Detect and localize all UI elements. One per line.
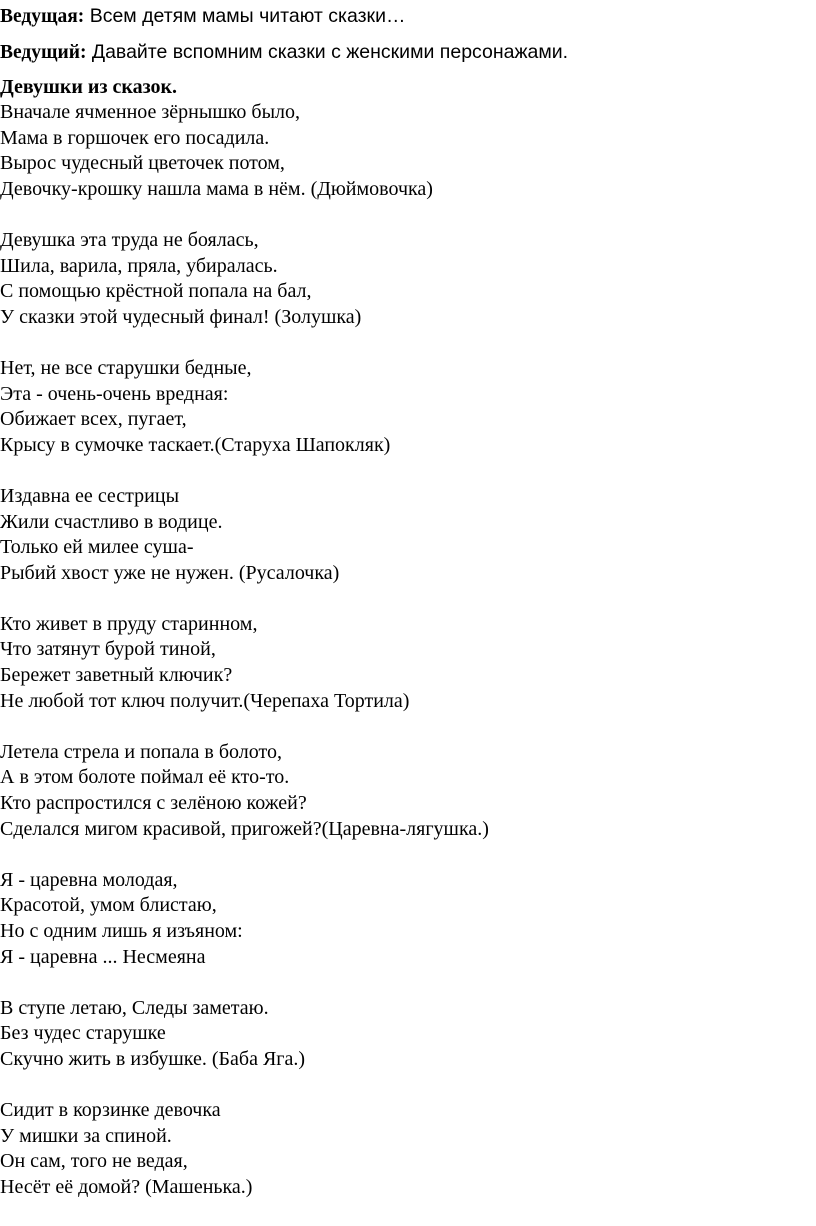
speech-text: Давайте вспомним сказки с женскими персонажами. [86, 41, 569, 63]
verse-line: Скучно жить в избушке. (Баба Яга.) [0, 1047, 306, 1070]
verse-line: Я - царевна молодая, [0, 868, 178, 891]
verse-line: Нет, не все старушки бедные, [0, 356, 252, 379]
verse-line: В ступе летаю, Следы заметаю. [0, 996, 269, 1019]
verse-line: Кто распростился с зелёною кожей? [0, 792, 307, 815]
riddle-list [0, 100, 816, 1226]
verse-line: Сидит в корзинке девочка [0, 1099, 221, 1122]
riddle-stanza [0, 1098, 816, 1200]
verse-line: Красотой, умом блистаю, [0, 894, 217, 917]
verse-line: Кто живет в пруду старинном, [0, 612, 258, 635]
verse-line: Крысу в сумочке таскает.(Старуха Шапокляк) [0, 433, 391, 456]
verse-line: Жили счастливо в водице. [0, 510, 223, 533]
riddle-stanza [0, 100, 816, 202]
verse-line: Эта - очень-очень вредная: [0, 382, 229, 405]
verse-line: Сделался мигом красивой, пригожей?(Царевна-лягушка.) [0, 817, 489, 840]
verse-line: Летела стрела и попала в болото, [0, 740, 282, 763]
verse-line: Без чудес старушке [0, 1022, 166, 1045]
riddle-stanza [0, 484, 816, 586]
verse-line: С помощью крёстной попала на бал, [0, 280, 312, 303]
verse-line: Что затянут бурой тиной, [0, 638, 216, 661]
verse-line: Мама в горшочек его посадила. [0, 126, 270, 149]
riddle-stanza [0, 356, 816, 458]
intro-line-host-female [0, 5, 405, 28]
verse-line: У сказки этой чудесный финал! (Золушка) [0, 305, 362, 328]
verse-line: Девушка эта труда не боялась, [0, 228, 259, 251]
verse-line: Вначале ячменное зёрнышко было, [0, 101, 301, 123]
verse-line: Шила, варила, пряла, убиралась. [0, 254, 278, 277]
verse-line: Девочку-крошку нашла мама в нём. (Дюймовочка) [0, 177, 433, 200]
verse-line: Не любой тот ключ получит.(Черепаха Тортила) [0, 689, 410, 712]
riddle-stanza [0, 228, 816, 330]
verse-line: Бережет заветный ключик? [0, 664, 233, 687]
verse-line: Рыбий хвост уже не нужен. (Русалочка) [0, 561, 340, 584]
riddle-stanza [0, 612, 816, 714]
verse-line: У мишки за спиной. [0, 1124, 172, 1147]
verse-line: Он сам, того не ведая, [0, 1150, 188, 1173]
section-title: Девушки из сказок. [0, 76, 178, 98]
verse-line: Обижает всех, пугает, [0, 408, 187, 431]
verse-line: Только ей милее суша- [0, 536, 194, 559]
verse-line: Несёт её домой? (Машенька.) [0, 1175, 253, 1198]
verse-line: А в этом болоте поймал её кто-то. [0, 766, 290, 789]
speaker-label: Ведущий: [0, 42, 87, 63]
verse-line: Но с одним лишь я изъяном: [0, 920, 243, 942]
intro-line-host-male [0, 41, 568, 64]
riddle-stanza [0, 996, 816, 1073]
verse-line: Я - царевна ... Несмеяна [0, 945, 206, 968]
verse-line: Вырос чудесный цветочек потом, [0, 152, 285, 175]
riddle-stanza [0, 740, 816, 842]
riddle-stanza [0, 868, 816, 970]
speech-text: Всем детям мамы читают сказки… [84, 5, 406, 27]
speaker-label: Ведущая: [0, 6, 85, 27]
verse-line: Издавна ее сестрицы [0, 484, 180, 507]
